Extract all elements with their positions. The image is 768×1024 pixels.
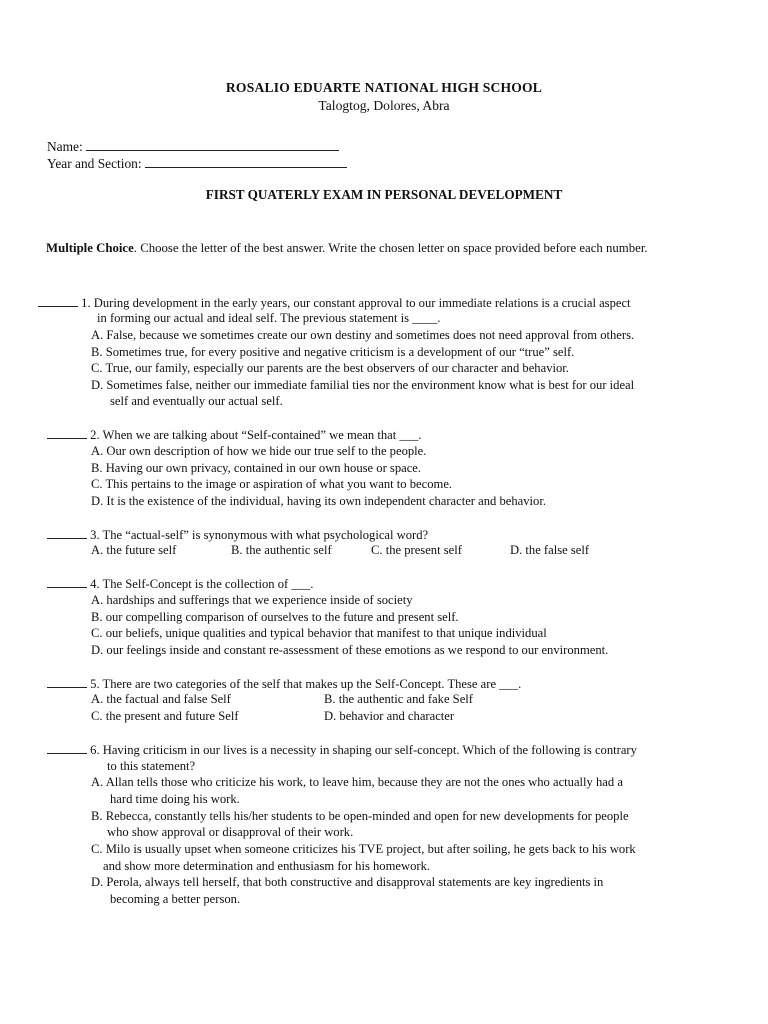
option-d: D. Sometimes false, neither our immediate familial ties nor the environment know what is best for our ideal [91, 378, 635, 392]
option-b: B. Having our own privacy, contained in our own house or space. [91, 461, 422, 475]
option-d-cont: becoming a better person. [110, 892, 241, 906]
option-b-cont: who show approval or disapproval of their work. [107, 825, 354, 839]
option-b: B. Sometimes true, for every positive and negative criticism is a development of our “true” self. [91, 345, 575, 359]
option-d: D. Perola, always tell herself, that both constructive and disapproval statements are key ingredients in [91, 875, 604, 889]
option-c: C. This pertains to the image or aspiration of what you want to become. [91, 477, 453, 491]
answer-blank [47, 575, 87, 588]
question-stem: 5. There are two categories of the self that makes up the Self-Concept. These are ___. [47, 675, 521, 693]
option-d-cont: self and eventually our actual self. [110, 394, 283, 408]
answer-blank [47, 426, 87, 439]
option-c: C. Milo is usually upset when someone criticizes his TVE project, but after soiling, he gets back to his work [91, 842, 636, 856]
option-c: C. True, our family, especially our parents are the best observers of our character and behavior. [91, 361, 569, 375]
option-d: D. our feelings inside and constant re-assessment of these emotions as we respond to our environment. [91, 643, 609, 657]
option-b: B. our compelling comparison of ourselves to the future and present self. [91, 610, 459, 624]
option-a: A. the future self [91, 543, 177, 557]
instructions [46, 241, 648, 256]
answer-blank [47, 526, 87, 539]
answer-blank [47, 675, 87, 688]
question-stem-cont: in forming our actual and ideal self. The previous statement is ____. [97, 311, 441, 325]
instructions-text: . Choose the letter of the best answer. Write the chosen letter on space provided before each number. [133, 241, 648, 255]
option-d: D. the false self [510, 543, 590, 557]
question-stem: 4. The Self-Concept is the collection of ___. [47, 575, 313, 593]
option-a: A. the factual and false Self [91, 692, 231, 706]
question-stem: 3. The “actual-self” is synonymous with what psychological word? [47, 526, 428, 544]
option-c: C. the present self [371, 543, 462, 557]
option-d: D. It is the existence of the individual, having its own independent character and behavior. [91, 494, 546, 508]
instructions-label: Multiple Choice [46, 241, 134, 255]
question-stem-cont: to this statement? [107, 759, 196, 773]
section-blank [145, 154, 347, 168]
name-field [47, 137, 339, 155]
question-stem: 6. Having criticism in our lives is a necessity in shaping our self-concept. Which of the following is contrary [47, 741, 637, 759]
question-stem: 2. When we are talking about “Self-contained” we mean that ___. [47, 426, 421, 444]
section-label: Year and Section: [47, 156, 142, 171]
option-c: C. our beliefs, unique qualities and typical behavior that manifest to that unique individual [91, 626, 547, 640]
option-c: C. the present and future Self [91, 709, 239, 723]
option-d: D. behavior and character [324, 709, 455, 723]
option-a: A. Allan tells those who criticize his work, to leave him, because they are not the ones who actually had a [91, 775, 623, 789]
option-b: B. the authentic and fake Self [324, 692, 473, 706]
option-c-cont: and show more determination and enthusiasm for his homework. [103, 859, 431, 873]
option-a: A. False, because we sometimes create our own destiny and sometimes does not need approval from others. [91, 328, 635, 342]
school-address: Talogtog, Dolores, Abra [318, 98, 450, 113]
name-label: Name: [47, 139, 83, 154]
option-a-cont: hard time doing his work. [110, 792, 240, 806]
option-a: A. Our own description of how we hide our true self to the people. [91, 444, 427, 458]
answer-blank [38, 294, 78, 307]
answer-blank [47, 741, 87, 754]
section-field [47, 154, 347, 172]
option-b: B. the authentic self [231, 543, 332, 557]
option-b: B. Rebecca, constantly tells his/her students to be open-minded and open for new developments for people [91, 809, 629, 823]
name-blank [86, 137, 339, 151]
option-a: A. hardships and sufferings that we experience inside of society [91, 593, 413, 607]
question-stem: 1. During development in the early years, our constant approval to our immediate relations is a crucial aspect [38, 294, 631, 312]
exam-title: FIRST QUATERLY EXAM IN PERSONAL DEVELOPMENT [205, 187, 563, 202]
school-name: ROSALIO EDUARTE NATIONAL HIGH SCHOOL [225, 80, 543, 95]
